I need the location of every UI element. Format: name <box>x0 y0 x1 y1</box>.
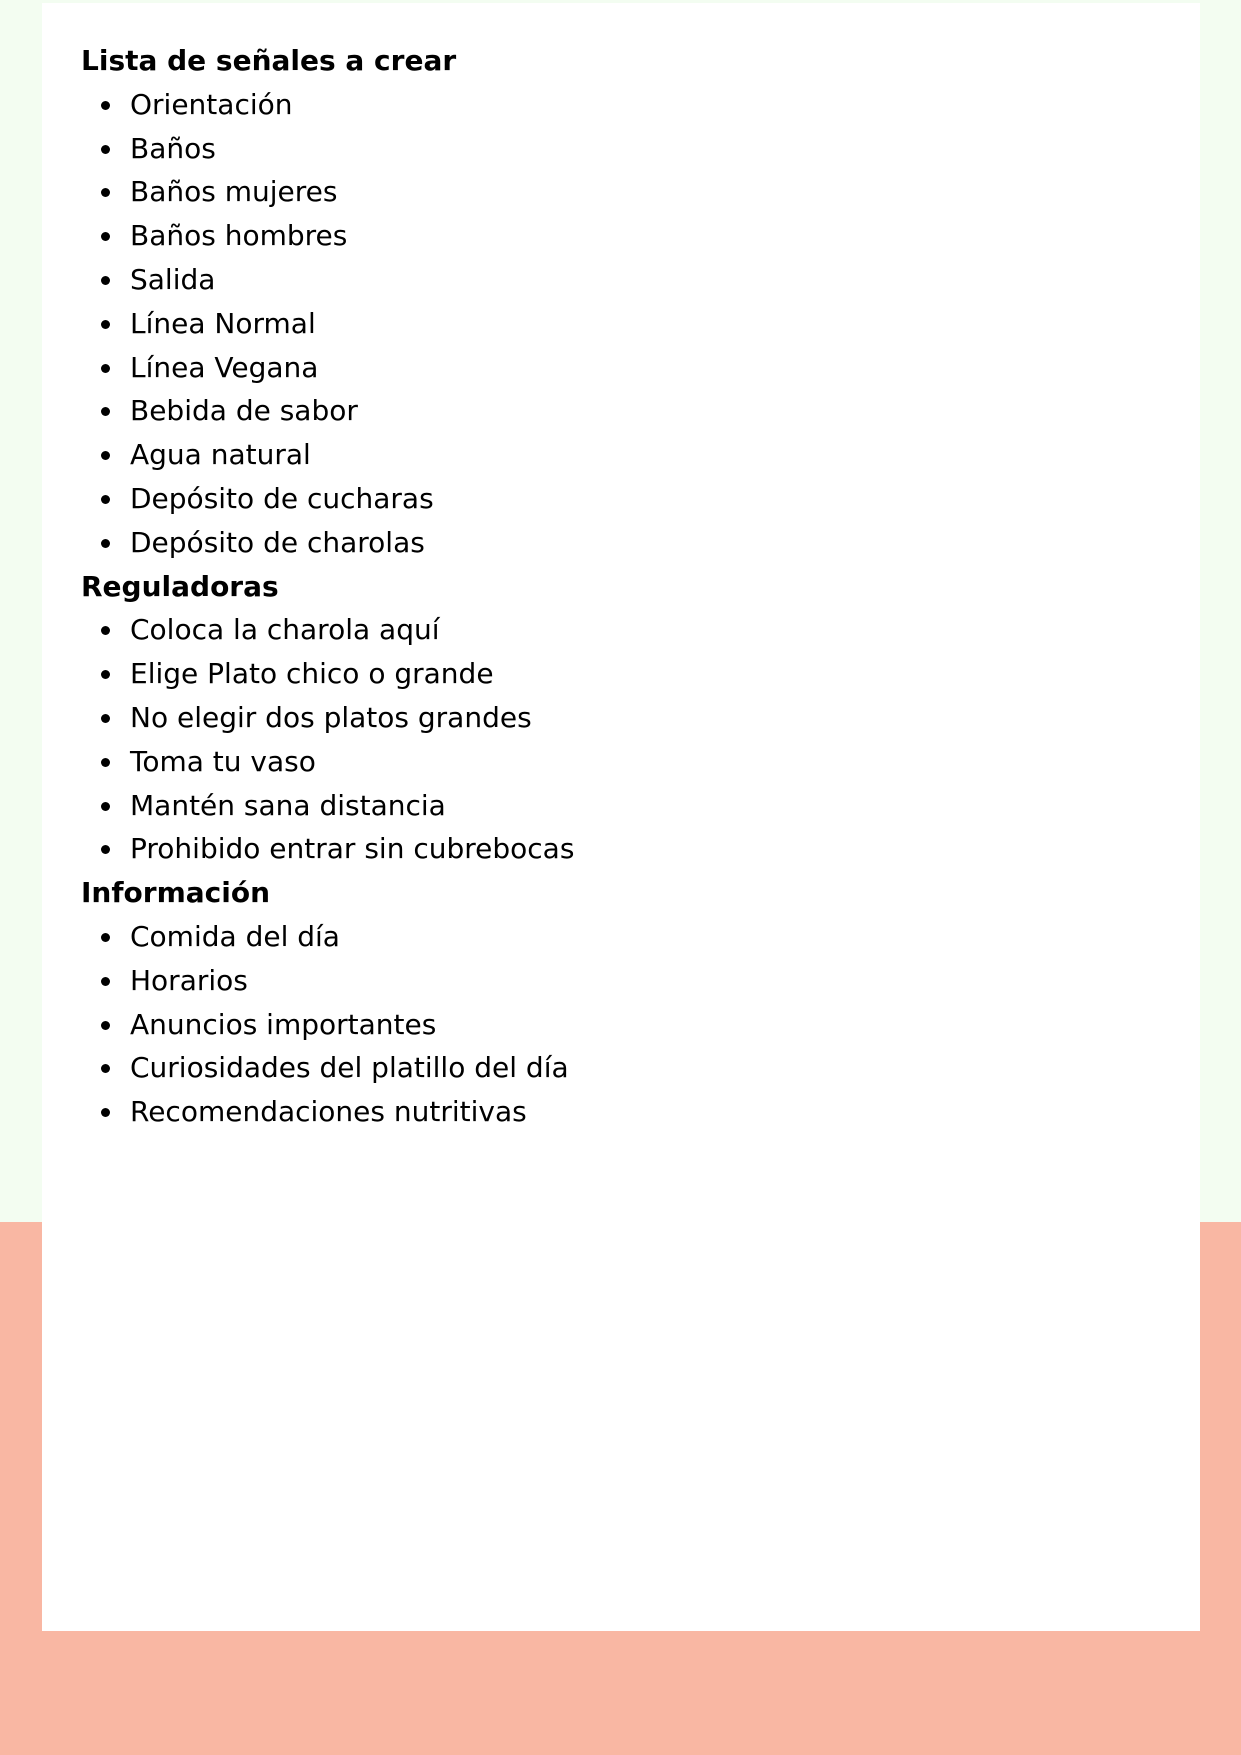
list-item <box>81 1090 1161 1134</box>
bullet-icon <box>101 101 110 110</box>
list-item <box>81 127 1161 171</box>
bullet-icon <box>101 670 110 679</box>
document-content <box>81 39 1161 1134</box>
section-heading: Información <box>81 876 271 910</box>
list-item <box>81 477 1161 521</box>
list-item <box>81 1046 1161 1090</box>
bullet-icon <box>101 626 110 635</box>
section-lista-senales <box>81 39 1161 565</box>
bullet-icon <box>101 977 110 986</box>
section-reguladoras <box>81 565 1161 872</box>
list-item <box>81 740 1161 784</box>
list-item-text: Recomendaciones nutritivas <box>130 1095 527 1129</box>
bullet-icon <box>101 188 110 197</box>
list-item <box>81 652 1161 696</box>
list-item-text: Curiosidades del platillo del día <box>130 1051 569 1085</box>
list-item-text: Baños hombres <box>130 219 348 253</box>
list-item-text: Depósito de charolas <box>130 525 425 559</box>
list-item <box>81 389 1161 433</box>
list-item <box>81 83 1161 127</box>
list-item <box>81 827 1161 871</box>
bullet-icon <box>101 845 110 854</box>
section-heading: Reguladoras <box>81 569 279 603</box>
list-item-text: Salida <box>130 262 216 296</box>
list-item-text: Toma tu vaso <box>130 744 316 778</box>
list-item <box>81 258 1161 302</box>
bullet-list <box>81 83 1161 565</box>
list-item-text: Prohibido entrar sin cubrebocas <box>130 832 575 866</box>
bullet-icon <box>101 714 110 723</box>
list-item-text: Elige Plato chico o grande <box>130 657 494 691</box>
section-heading: Lista de señales a crear <box>81 44 457 77</box>
bullet-icon <box>101 802 110 811</box>
list-item-text: Anuncios importantes <box>130 1007 437 1041</box>
list-item <box>81 346 1161 390</box>
bullet-icon <box>101 539 110 548</box>
list-item-text: Orientación <box>130 87 293 121</box>
list-item-text: Bebida de sabor <box>130 394 358 428</box>
list-item-text: Horarios <box>130 963 248 997</box>
bullet-icon <box>101 451 110 460</box>
bullet-icon <box>101 407 110 416</box>
list-item <box>81 170 1161 214</box>
bullet-icon <box>101 1021 110 1030</box>
bullet-icon <box>101 276 110 285</box>
list-item-text: Comida del día <box>130 919 340 953</box>
document-page <box>42 3 1200 1631</box>
list-item <box>81 302 1161 346</box>
bullet-icon <box>101 364 110 373</box>
bullet-icon <box>101 495 110 504</box>
list-item-text: Baños mujeres <box>130 175 338 209</box>
list-item-text: Coloca la charola aquí <box>130 613 440 647</box>
bullet-icon <box>101 320 110 329</box>
list-item <box>81 1003 1161 1047</box>
list-item-text: Línea Vegana <box>130 350 319 384</box>
bullet-list <box>81 608 1161 871</box>
bullet-icon <box>101 758 110 767</box>
list-item <box>81 433 1161 477</box>
bullet-icon <box>101 1064 110 1073</box>
list-item-text: No elegir dos platos grandes <box>130 700 532 734</box>
list-item <box>81 521 1161 565</box>
list-item-text: Depósito de cucharas <box>130 481 434 515</box>
bullet-icon <box>101 232 110 241</box>
bullet-list <box>81 915 1161 1134</box>
list-item <box>81 959 1161 1003</box>
list-item-text: Agua natural <box>130 438 311 472</box>
list-item <box>81 214 1161 258</box>
bullet-icon <box>101 933 110 942</box>
list-item-text: Mantén sana distancia <box>130 788 446 822</box>
list-item <box>81 784 1161 828</box>
bullet-icon <box>101 145 110 154</box>
list-item-text: Línea Normal <box>130 306 316 340</box>
list-item <box>81 915 1161 959</box>
section-informacion <box>81 871 1161 1134</box>
bullet-icon <box>101 1108 110 1117</box>
list-item-text: Baños <box>130 131 216 165</box>
list-item <box>81 696 1161 740</box>
list-item <box>81 608 1161 652</box>
